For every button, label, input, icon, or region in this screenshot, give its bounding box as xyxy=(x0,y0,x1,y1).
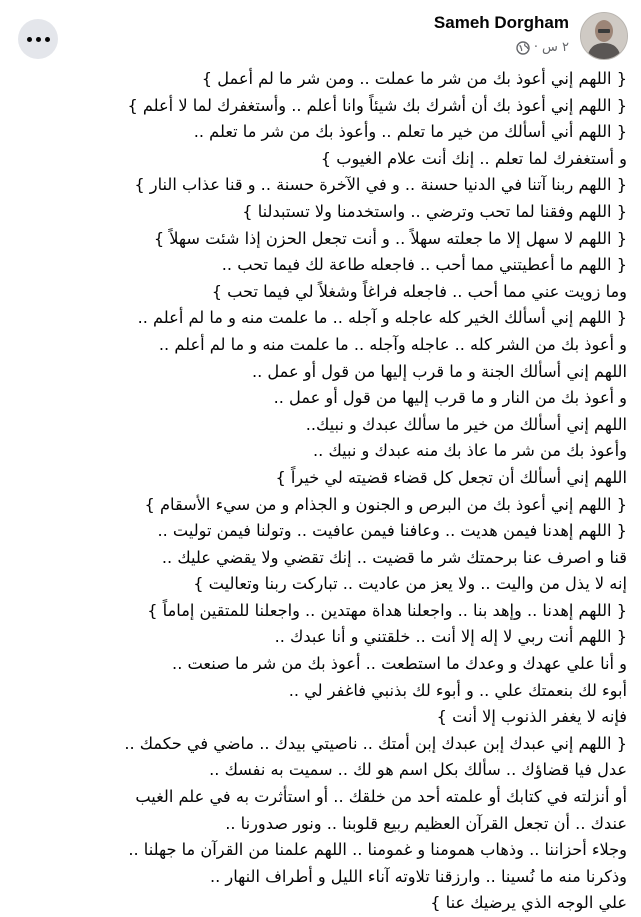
author-name[interactable]: Sameh Dorgham xyxy=(433,13,569,32)
post-line: { اللهم أنت ربي لا إله إلا أنت .. خلقتني و أنا عبدك .. xyxy=(274,627,627,647)
post-line: { اللهم وفقنا لما تحب وترضي .. واستخدمنا ولا تستبدلنا } xyxy=(242,201,627,221)
post-header xyxy=(0,0,641,66)
avatar[interactable] xyxy=(580,12,628,60)
post-line: { اللهم لا سهل إلا ما جعلته سهلاً .. و أنت تجعل الحزن إذا شئت سهلاً } xyxy=(153,228,627,248)
post-line: إنه لا يذل من واليت .. ولا يعز من عاديت .. تباركت ربنا وتعاليت } xyxy=(193,574,627,594)
post-line: اللهم إني أسألك من خير ما سألك عبدك و نبيك.. xyxy=(305,414,627,434)
post-line: اللهم إني أسألك أن تجعل كل قضاء قضيته لي خيراً } xyxy=(275,467,627,487)
avatar-image xyxy=(581,13,627,59)
post-line: { اللهم إني أعوذ بك من البرص و الجنون و الجذام و من سيء الأسقام } xyxy=(144,494,627,514)
post-line: { اللهم إني أعوذ بك من شر ما عملت .. ومن شر ما لم أعمل } xyxy=(201,69,627,88)
post-text xyxy=(0,66,641,917)
post-line: و أستغفرك لما تعلم .. إنك أنت علام الغيوب } xyxy=(320,148,627,168)
post-line: { اللهم ما أعطيتني مما أحب .. فاجعله طاعة لك فيما تحب .. xyxy=(221,255,627,275)
post-line: { اللهم أني أسألك من خير ما تعلم .. وأعوذ بك من شر ما تعلم .. xyxy=(193,122,627,142)
post-line: { اللهم إني أعوذ بك أن أشرك بك شيئاً وانا أعلم .. وأستغفرك لما لا أعلم } xyxy=(127,95,627,115)
post-line: عدل فيا قضاؤك .. سألك بكل اسم هو لك .. سميت به نفسك .. xyxy=(209,760,627,780)
globe-icon[interactable] xyxy=(516,41,530,55)
post-line: و أعوذ بك من الشر كله .. عاجله وآجله .. ما علمت منه و ما لم أعلم .. xyxy=(158,334,627,354)
post-line: { اللهم ربنا آتنا في الدنيا حسنة .. و في الآخرة حسنة .. و قنا عذاب النار } xyxy=(134,175,627,195)
post-line: و أنا علي عهدك و وعدك ما استطعت .. أعوذ بك من شر ما صنعت .. xyxy=(172,654,627,674)
post-line: أبوء لك بنعمتك علي .. و أبوء لك بذنبي فاغفر لي .. xyxy=(288,680,627,700)
post-meta xyxy=(516,40,569,55)
meta-separator: · xyxy=(533,40,538,55)
post-line: وجلاء أحزاننا .. وذهاب همومنا و غمومنا .. اللهم علمنا من القرآن ما جهلنا .. xyxy=(128,840,627,860)
post-line: قنا و اصرف عنا برحمتك شر ما قضيت .. إنك تقضي ولا يقضي عليك .. xyxy=(161,547,627,567)
post-time[interactable]: ٢ س xyxy=(542,40,569,55)
post-line: { اللهم إهدنا فيمن هديت .. وعافنا فيمن عافيت .. وتولنا فيمن توليت .. xyxy=(157,521,627,541)
post-line: اللهم إني أسألك الجنة و ما قرب إليها من قول أو عمل .. xyxy=(251,361,627,381)
more-options-button[interactable] xyxy=(18,19,58,59)
post-line: { اللهم إني عبدك إبن عبدك إبن أمتك .. ناصيتي بيدك .. ماضي في حكمك .. xyxy=(124,733,627,753)
post-line: عندك .. أن تجعل القرآن العظيم ربيع قلوبنا .. ونور صدورنا .. xyxy=(225,813,627,833)
post-line: أو أنزلته في كتابك أو علمته أحد من خلقك .. أو استأثرت به في علم الغيب xyxy=(135,787,627,807)
post-line: فإنه لا يغفر الذنوب إلا أنت } xyxy=(436,707,627,727)
post-line: وما زويت عني مما أحب .. فاجعله فراغاً وشغلاً لي فيما تحب } xyxy=(211,281,627,301)
post-line: { اللهم إني أسألك الخير كله عاجله و آجله .. ما علمت منه و ما لم أعلم .. xyxy=(137,308,627,328)
post-line: { اللهم إهدنا .. وإهد بنا .. واجعلنا هداة مهتدين .. واجعلنا للمتقين إماماً } xyxy=(147,600,627,620)
post-line: وذكرنا منه ما نُسينا .. وارزقنا تلاوته آناء الليل و أطراف النهار .. xyxy=(210,866,627,886)
more-options-icon xyxy=(27,37,32,42)
post-line: وأعوذ بك من شر ما عاذ بك منه عبدك و نبيك .. xyxy=(313,441,627,461)
post-line: علي الوجه الذي يرضيك عنا } xyxy=(430,893,627,913)
post-line: و أعوذ بك من النار و ما قرب إليها من قول أو عمل .. xyxy=(273,388,627,408)
